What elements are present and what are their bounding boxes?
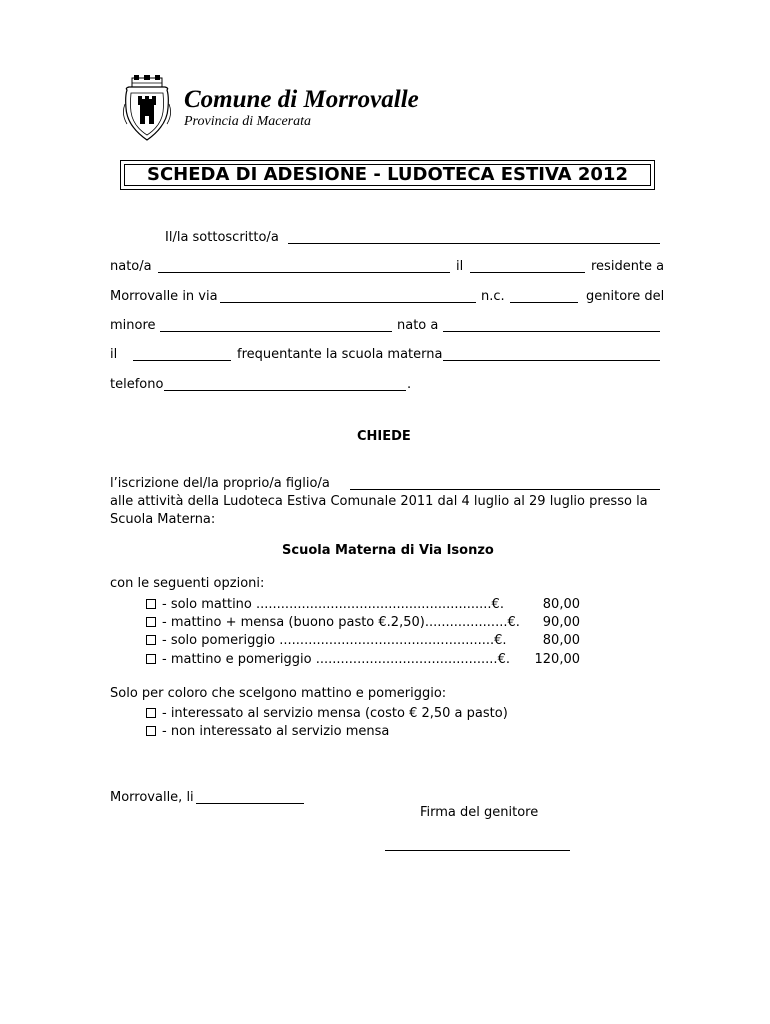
- phone-period: .: [407, 377, 412, 392]
- mensa-option-row: [146, 706, 508, 721]
- option-price: 90,00: [542, 615, 580, 630]
- mensa-option-label: - non interessato al servizio mensa: [162, 724, 390, 739]
- label-nc: n.c.: [481, 289, 505, 304]
- mensa-checkbox[interactable]: [146, 708, 156, 718]
- option-row: [146, 597, 504, 612]
- school-heading: Scuola Materna di Via Isonzo: [282, 543, 494, 558]
- option-label: - solo mattino .........................................................€.: [162, 597, 504, 612]
- signature-label: Firma del genitore: [420, 805, 539, 820]
- label-il-2: il: [110, 347, 118, 362]
- house-number-field[interactable]: [510, 302, 578, 303]
- label-il: il: [456, 259, 464, 274]
- label-nato: nato/a: [110, 259, 152, 274]
- province-subtitle: Provincia di Macerata: [184, 114, 312, 129]
- label-minore: minore: [110, 318, 156, 333]
- child-birthdate-field[interactable]: [133, 360, 231, 361]
- school-field[interactable]: [443, 360, 660, 361]
- label-residente: residente a: [591, 259, 665, 274]
- chiede-heading: CHIEDE: [357, 429, 411, 444]
- mensa-option-row: [146, 724, 389, 739]
- iscrizione-text-line3: Scuola Materna:: [110, 512, 216, 527]
- iscrizione-label: l’iscrizione del/la proprio/a figlio/a: [110, 476, 330, 491]
- option-label: - mattino e pomeriggio ............................................€.: [162, 652, 510, 667]
- place-date-label: Morrovalle, li: [110, 790, 194, 805]
- mensa-option-label: - interessato al servizio mensa (costo € 2,50 a pasto): [162, 706, 508, 721]
- label-nato-a: nato a: [397, 318, 439, 333]
- mensa-intro: Solo per coloro che scelgono mattino e pomeriggio:: [110, 686, 447, 701]
- label-sottoscritto: Il/la sottoscritto/a: [165, 230, 279, 245]
- label-genitore: genitore del: [586, 289, 665, 304]
- option-row: [146, 615, 520, 630]
- iscrizione-text-line2: alle attività della Ludoteca Estiva Comunale 2011 dal 4 luglio al 29 luglio presso la: [110, 494, 648, 509]
- child-enrol-name-field[interactable]: [350, 489, 660, 490]
- form-title: SCHEDA DI ADESIONE - LUDOTECA ESTIVA 2012: [147, 164, 628, 185]
- mensa-checkbox[interactable]: [146, 726, 156, 736]
- option-checkbox[interactable]: [146, 599, 156, 609]
- municipality-title: Comune di Morrovalle: [184, 86, 419, 113]
- option-price: 80,00: [542, 597, 580, 612]
- birthplace-field[interactable]: [158, 272, 450, 273]
- label-frequentante: frequentante la scuola materna: [237, 347, 443, 362]
- street-field[interactable]: [220, 302, 476, 303]
- phone-field[interactable]: [164, 390, 406, 391]
- option-checkbox[interactable]: [146, 617, 156, 627]
- date-field[interactable]: [196, 803, 304, 804]
- option-checkbox[interactable]: [146, 654, 156, 664]
- option-price: 80,00: [542, 633, 580, 648]
- option-label: - solo pomeriggio ....................................................€.: [162, 633, 507, 648]
- signature-field[interactable]: [385, 850, 570, 851]
- options-intro: con le seguenti opzioni:: [110, 576, 265, 591]
- sottoscritto-field[interactable]: [288, 243, 660, 244]
- option-row: [146, 633, 507, 648]
- municipal-crest-logo: [121, 74, 173, 144]
- child-birthplace-field[interactable]: [443, 331, 660, 332]
- option-label: - mattino + mensa (buono pasto €.2,50)....................€.: [162, 615, 520, 630]
- child-name-field[interactable]: [160, 331, 392, 332]
- option-row: [146, 652, 510, 667]
- label-morrovalle-via: Morrovalle in via: [110, 289, 218, 304]
- birthdate-field[interactable]: [470, 272, 585, 273]
- option-checkbox[interactable]: [146, 635, 156, 645]
- option-price: 120,00: [534, 652, 580, 667]
- label-telefono: telefono: [110, 377, 164, 392]
